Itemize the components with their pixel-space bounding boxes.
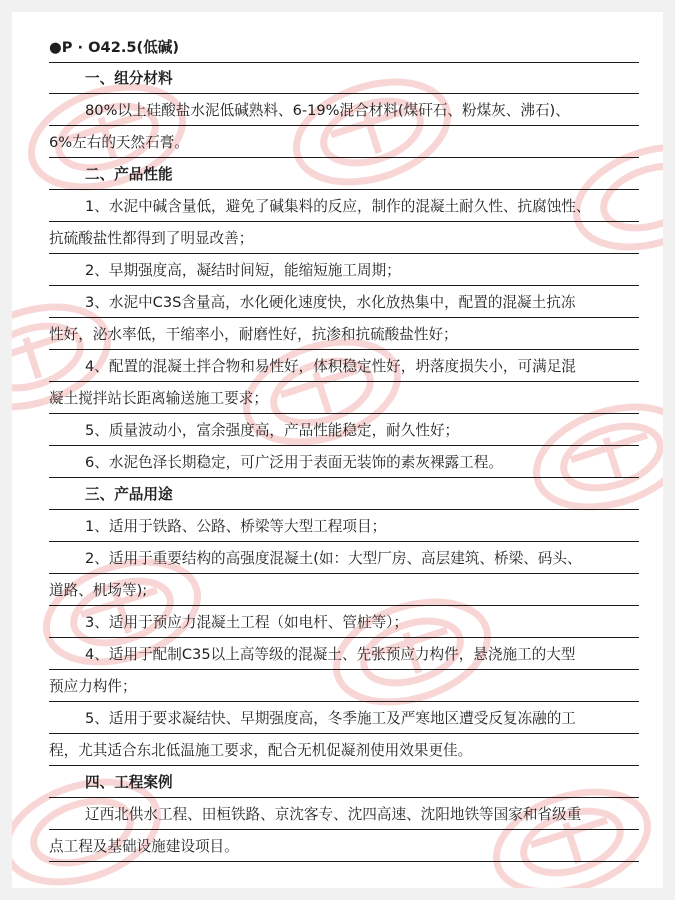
text-line: 程，尤其适合东北低温施工要求，配合无机促凝剂使用效果更佳。 bbox=[49, 735, 639, 766]
text-line: 1、适用于铁路、公路、桥梁等大型工程项目； bbox=[49, 511, 639, 542]
document-sheet bbox=[12, 12, 663, 888]
section-heading-performance: 二、产品性能 bbox=[49, 159, 639, 190]
text-line: 4、适用于配制C35以上高等级的混凝土、先张预应力构件，悬浇施工的大型 bbox=[49, 639, 639, 670]
text-line: 2、适用于重要结构的高强度混凝土(如：大型厂房、高层建筑、桥梁、码头、 bbox=[49, 543, 639, 574]
text-line: 1、水泥中碱含量低，避免了碱集料的反应，制作的混凝土耐久性、抗腐蚀性、 bbox=[49, 191, 639, 222]
text-line: 点工程及基础设施建设项目。 bbox=[49, 831, 639, 862]
section-heading-materials: 一、组分材料 bbox=[49, 63, 639, 94]
text-line: 道路、机场等); bbox=[49, 575, 639, 606]
text-line: 3、水泥中C3S含量高，水化硬化速度快，水化放热集中，配置的混凝土抗冻 bbox=[49, 287, 639, 318]
document-content bbox=[12, 12, 663, 888]
text-line: 抗硫酸盐性都得到了明显改善； bbox=[49, 223, 639, 254]
text-line: 6、水泥色泽长期稳定，可广泛用于表面无装饰的素灰裸露工程。 bbox=[49, 447, 639, 478]
text-line: 5、适用于要求凝结快、早期强度高，冬季施工及严寒地区遭受反复冻融的工 bbox=[49, 703, 639, 734]
text-line: 80%以上硅酸盐水泥低碱熟料、6-19%混合材料(煤矸石、粉煤灰、沸石)、 bbox=[49, 95, 639, 126]
text-line: 2、早期强度高，凝结时间短，能缩短施工周期； bbox=[49, 255, 639, 286]
text-line: 3、适用于预应力混凝土工程（如电杆、管桩等）； bbox=[49, 607, 639, 638]
text-line: 预应力构件； bbox=[49, 671, 639, 702]
document-title: ●P · O42.5(低碱) bbox=[49, 32, 639, 63]
text-line: 6%左右的天然石膏。 bbox=[49, 127, 639, 158]
text-line: 4、配置的混凝土拌合物和易性好，体积稳定性好，坍落度损失小，可满足混 bbox=[49, 351, 639, 382]
text-line: 辽西北供水工程、田桓铁路、京沈客专、沈四高速、沈阳地铁等国家和省级重 bbox=[49, 799, 639, 830]
text-line: 性好，泌水率低，干缩率小，耐磨性好，抗渗和抗硫酸盐性好； bbox=[49, 319, 639, 350]
text-line: 5、质量波动小，富余强度高，产品性能稳定，耐久性好； bbox=[49, 415, 639, 446]
section-heading-cases: 四、工程案例 bbox=[49, 767, 639, 798]
text-line: 凝土搅拌站长距离输送施工要求； bbox=[49, 383, 639, 414]
section-heading-usage: 三、产品用途 bbox=[49, 479, 639, 510]
